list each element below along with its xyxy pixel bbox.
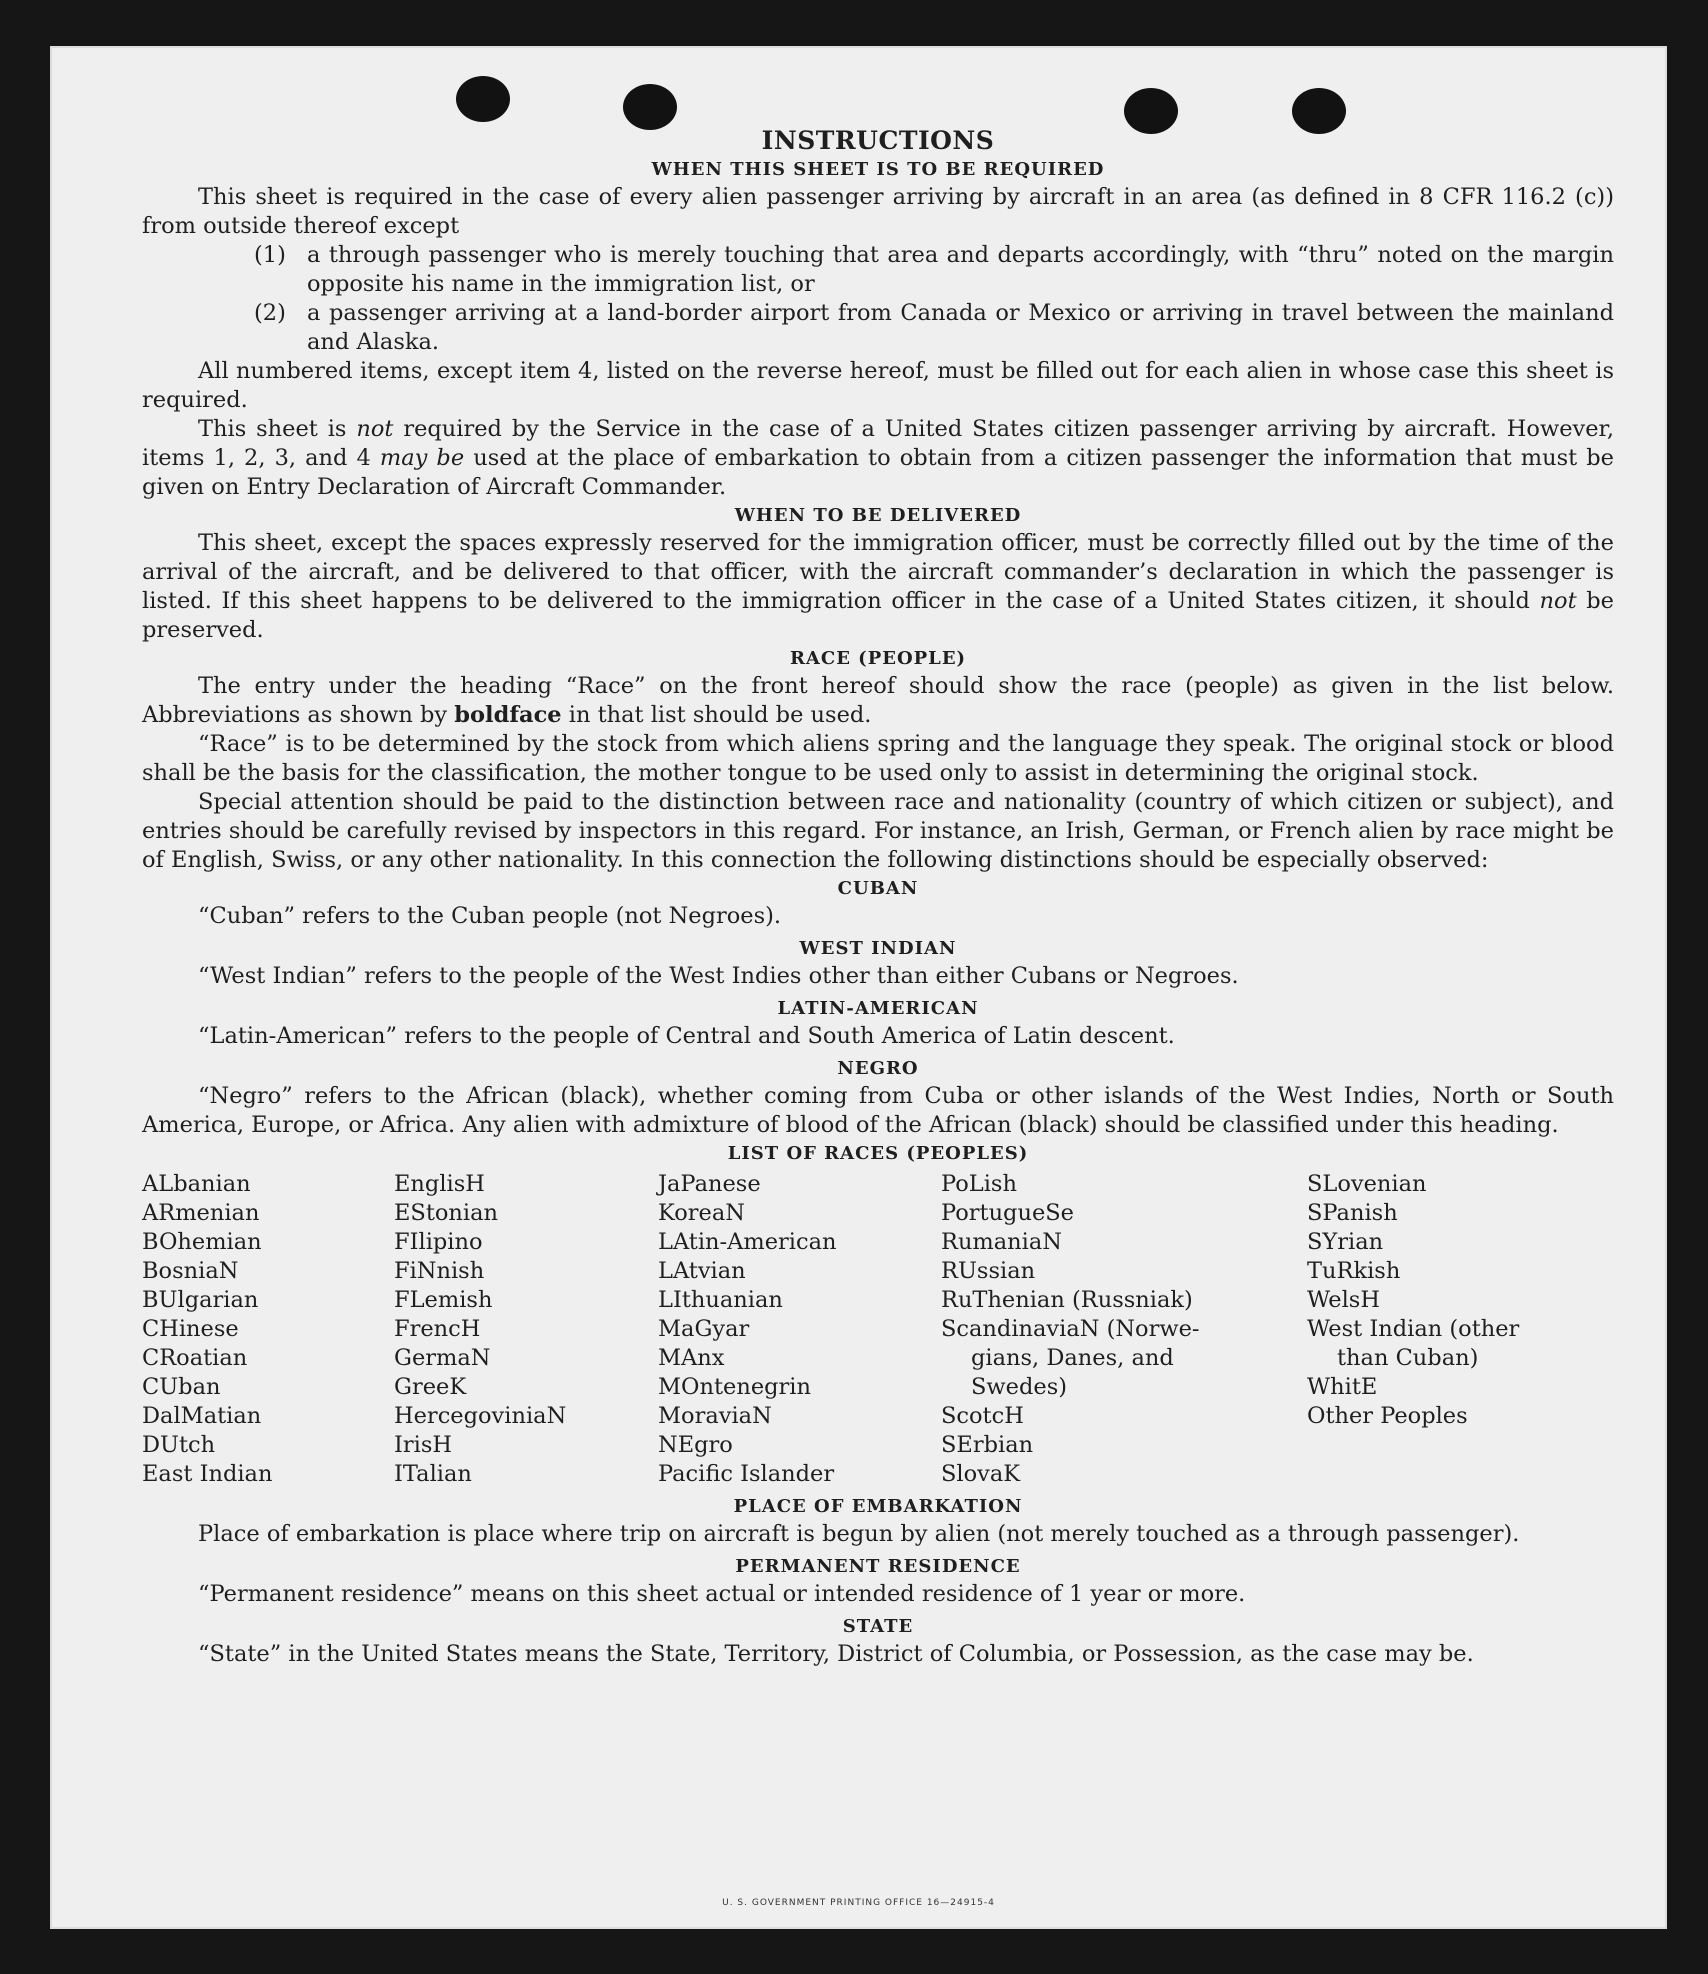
race-item: EnglisH [394,1171,485,1197]
race-item: DalMatian [142,1403,262,1429]
text-run: in that list should be used. [561,702,872,728]
section-heading: WHEN TO BE DELIVERED [734,505,1022,526]
printer-footer: U. S. GOVERNMENT PRINTING OFFICE 16—24915-4 [722,1898,995,1908]
section-heading: WHEN THIS SHEET IS TO BE REQUIRED [651,159,1105,180]
race-item: MaGyar [658,1316,750,1342]
section-heading: CUBAN [837,878,919,899]
text-run: The entry under the heading “Race” on the front hereof should show the race (people) as given in the list below. Abbreviations as shown by [142,673,1614,728]
race-item: SLovenian [1307,1171,1427,1197]
race-item: CHinese [142,1316,239,1342]
list-item [254,299,1614,357]
race-item: ALbanian [142,1171,251,1197]
race-item: ITalian [394,1461,472,1487]
race-item: LAtin-American [658,1229,837,1255]
emphasis: not [356,416,394,442]
page-title: INSTRUCTIONS [761,126,995,155]
race-item: FIlipino [394,1229,483,1255]
paragraph [142,415,1614,502]
text-run: used at the place of embarkation to obtain from a citizen passenger the information that must be given on Entry Declaration of Aircraft Commander. [142,445,1614,500]
race-item: DUtch [142,1432,216,1458]
race-item: West Indian (other [1307,1316,1520,1342]
race-item: BosniaN [142,1258,239,1284]
race-item-continued: Swedes) [971,1374,1068,1400]
section-heading: NEGRO [837,1058,919,1079]
paragraph: “Latin-American” refers to the people of Central and South America of Latin descent. [198,1023,1175,1049]
race-item: FLemish [394,1287,493,1313]
race-list [142,1170,1614,1489]
race-item: JaPanese [658,1171,761,1197]
section-heading: LIST OF RACES (PEOPLES) [727,1143,1029,1164]
race-item: BOhemian [142,1229,262,1255]
race-item: SlovaK [941,1461,1021,1487]
item-number: (1) [254,242,286,268]
race-item: Other Peoples [1307,1403,1468,1429]
section-heading: PERMANENT RESIDENCE [735,1556,1021,1577]
paragraph: “State” in the United States means the State, Territory, District of Columbia, or Possession, as the case may be. [198,1641,1474,1667]
race-column [1307,1170,1597,1489]
race-item: RuThenian (Russniak) [941,1287,1193,1313]
race-column [142,1170,394,1489]
race-item: MoraviaN [658,1403,772,1429]
punch-hole [623,84,677,130]
race-item: RUssian [941,1258,1036,1284]
emphasis: may be [379,445,465,471]
race-item: TuRkish [1307,1258,1401,1284]
race-column [941,1170,1307,1489]
race-item: Pacific Islander [658,1461,835,1487]
race-column [394,1170,658,1489]
race-item-continued: gians, Danes, and [971,1345,1174,1371]
text-run: This sheet is [198,416,357,442]
race-item: BUlgarian [142,1287,259,1313]
race-item: EStonian [394,1200,499,1226]
race-item: PoLish [941,1171,1017,1197]
emphasis: not [1539,588,1577,614]
paragraph: “Cuban” refers to the Cuban people (not Negroes). [198,903,782,929]
race-item: SErbian [941,1432,1034,1458]
section-heading: STATE [842,1616,914,1637]
item-number: (2) [254,300,286,326]
race-item-continued: than Cuban) [1337,1345,1479,1371]
text-run: required by the Service in the case of a United States citizen passenger arriving by aircraft. However, items 1, 2, 3, and 4 [142,416,1614,471]
paragraph: All numbered items, except item 4, listed on the reverse hereof, must be filled out for each alien in whose case this sheet is required. [142,358,1614,413]
paragraph [142,672,1614,730]
paragraph [142,529,1614,645]
instructions-content [142,126,1614,1669]
item-text: a passenger arriving at a land-border airport from Canada or Mexico or arriving in travel between the mainland and Alaska. [307,300,1614,355]
paragraph: Special attention should be paid to the distinction between race and nationality (country of which citizen or subject), and entries should be carefully revised by inspectors in this regard. For instance, an Irish, German, or French alien by race might be of English, Swiss, or any other nationality. In this connection the following distinctions should be especially observed: [142,789,1614,873]
paragraph: “Negro” refers to the African (black), whether coming from Cuba or other islands of the West Indies, North or South America, Europe, or Africa. Any alien with admixture of blood of the African (black) should be classified under this heading. [142,1083,1614,1138]
list-item [254,241,1614,299]
race-item: ScotcH [941,1403,1024,1429]
race-item: HercegoviniaN [394,1403,567,1429]
race-item: LIthuanian [658,1287,783,1313]
paragraph: “Race” is to be determined by the stock from which aliens spring and the language they speak. The original stock or blood shall be the basis for the classification, the mother tongue to be used only to assist in determining the original stock. [142,731,1614,786]
paragraph: Place of embarkation is place where trip on aircraft is begun by alien (not merely touched as a through passenger). [198,1521,1520,1547]
race-item: FrencH [394,1316,481,1342]
race-item: KoreaN [658,1200,745,1226]
item-text: a through passenger who is merely touching that area and departs accordingly, with “thru” noted on the margin opposite his name in the immigration list, or [307,242,1614,297]
text-run: be preserved. [142,588,1615,643]
race-item: MAnx [658,1345,725,1371]
race-item: RumaniaN [941,1229,1062,1255]
race-item: East Indian [142,1461,273,1487]
race-item: WelsH [1307,1287,1380,1313]
paragraph: This sheet is required in the case of every alien passenger arriving by aircraft in an area (as defined in 8 CFR 116.2 (c)) from outside thereof except [142,184,1614,239]
race-item: NEgro [658,1432,733,1458]
race-item: WhitE [1307,1374,1378,1400]
paragraph: “Permanent residence” means on this sheet actual or intended residence of 1 year or more. [198,1581,1246,1607]
paragraph: “West Indian” refers to the people of the West Indies other than either Cubans or Negroes. [198,963,1239,989]
document-page [50,46,1667,1929]
race-item: ScandinaviaN (Norwe- [941,1316,1200,1342]
race-item: GreeK [394,1374,467,1400]
section-heading: PLACE OF EMBARKATION [733,1496,1023,1517]
race-item: GermaN [394,1345,491,1371]
text-run: This sheet, except the spaces expressly reserved for the immigration officer, must be correctly filled out by the time of the arrival of the aircraft, and be delivered to that officer, with the aircraft commander’s declaration in which the passenger is listed. If this sheet happens to be delivered to the immigration officer in the case of a United States citizen, it should [142,530,1614,614]
race-column [658,1170,941,1489]
race-item: CUban [142,1374,221,1400]
race-item: IrisH [394,1432,453,1458]
race-item: LAtvian [658,1258,746,1284]
race-item: ARmenian [142,1200,260,1226]
bold-text: boldface [454,702,562,728]
section-heading: WEST INDIAN [799,938,957,959]
race-item: SYrian [1307,1229,1384,1255]
race-item: MOntenegrin [658,1374,811,1400]
race-item: PortugueSe [941,1200,1075,1226]
race-item: CRoatian [142,1345,248,1371]
race-item: FiNnish [394,1258,485,1284]
section-heading: RACE (PEOPLE) [789,648,967,669]
race-item: SPanish [1307,1200,1398,1226]
section-heading: LATIN-AMERICAN [777,998,979,1019]
punch-hole [456,76,510,122]
